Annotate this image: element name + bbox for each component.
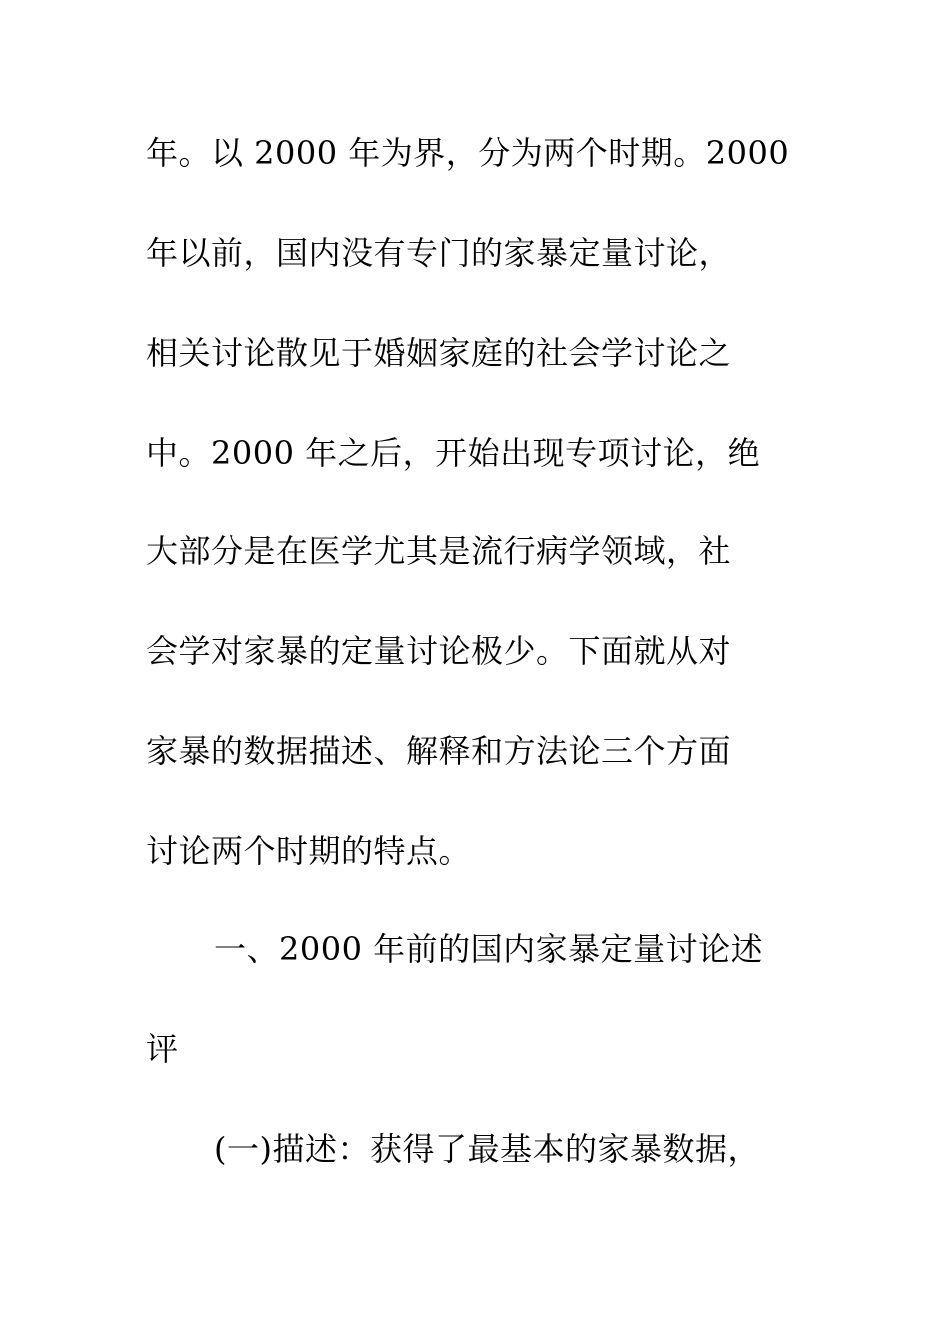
subsection-heading: (一)描述：获得了最基本的家暴数据，: [214, 1130, 760, 1168]
section-heading-continued: 评: [146, 1030, 179, 1068]
body-text-line: 中。2000 年之后，开始出现专项讨论，绝: [146, 434, 761, 472]
body-text-line: 家暴的数据描述、解释和方法论三个方面: [146, 732, 732, 770]
section-heading: 一、2000 年前的国内家暴定量讨论述: [214, 930, 764, 968]
body-text-line: 会学对家暴的定量讨论极少。下面就从对: [146, 632, 732, 670]
body-text-line: 相关讨论散见于婚姻家庭的社会学讨论之: [146, 334, 732, 372]
body-text-line: 年以前，国内没有专门的家暴定量讨论，: [146, 234, 732, 272]
body-text-line: 讨论两个时期的特点。: [146, 832, 472, 870]
body-text-line: 年。以 2000 年为界，分为两个时期。2000: [146, 134, 790, 172]
body-text-line: 大部分是在医学尤其是流行病学领域，社: [146, 532, 732, 570]
